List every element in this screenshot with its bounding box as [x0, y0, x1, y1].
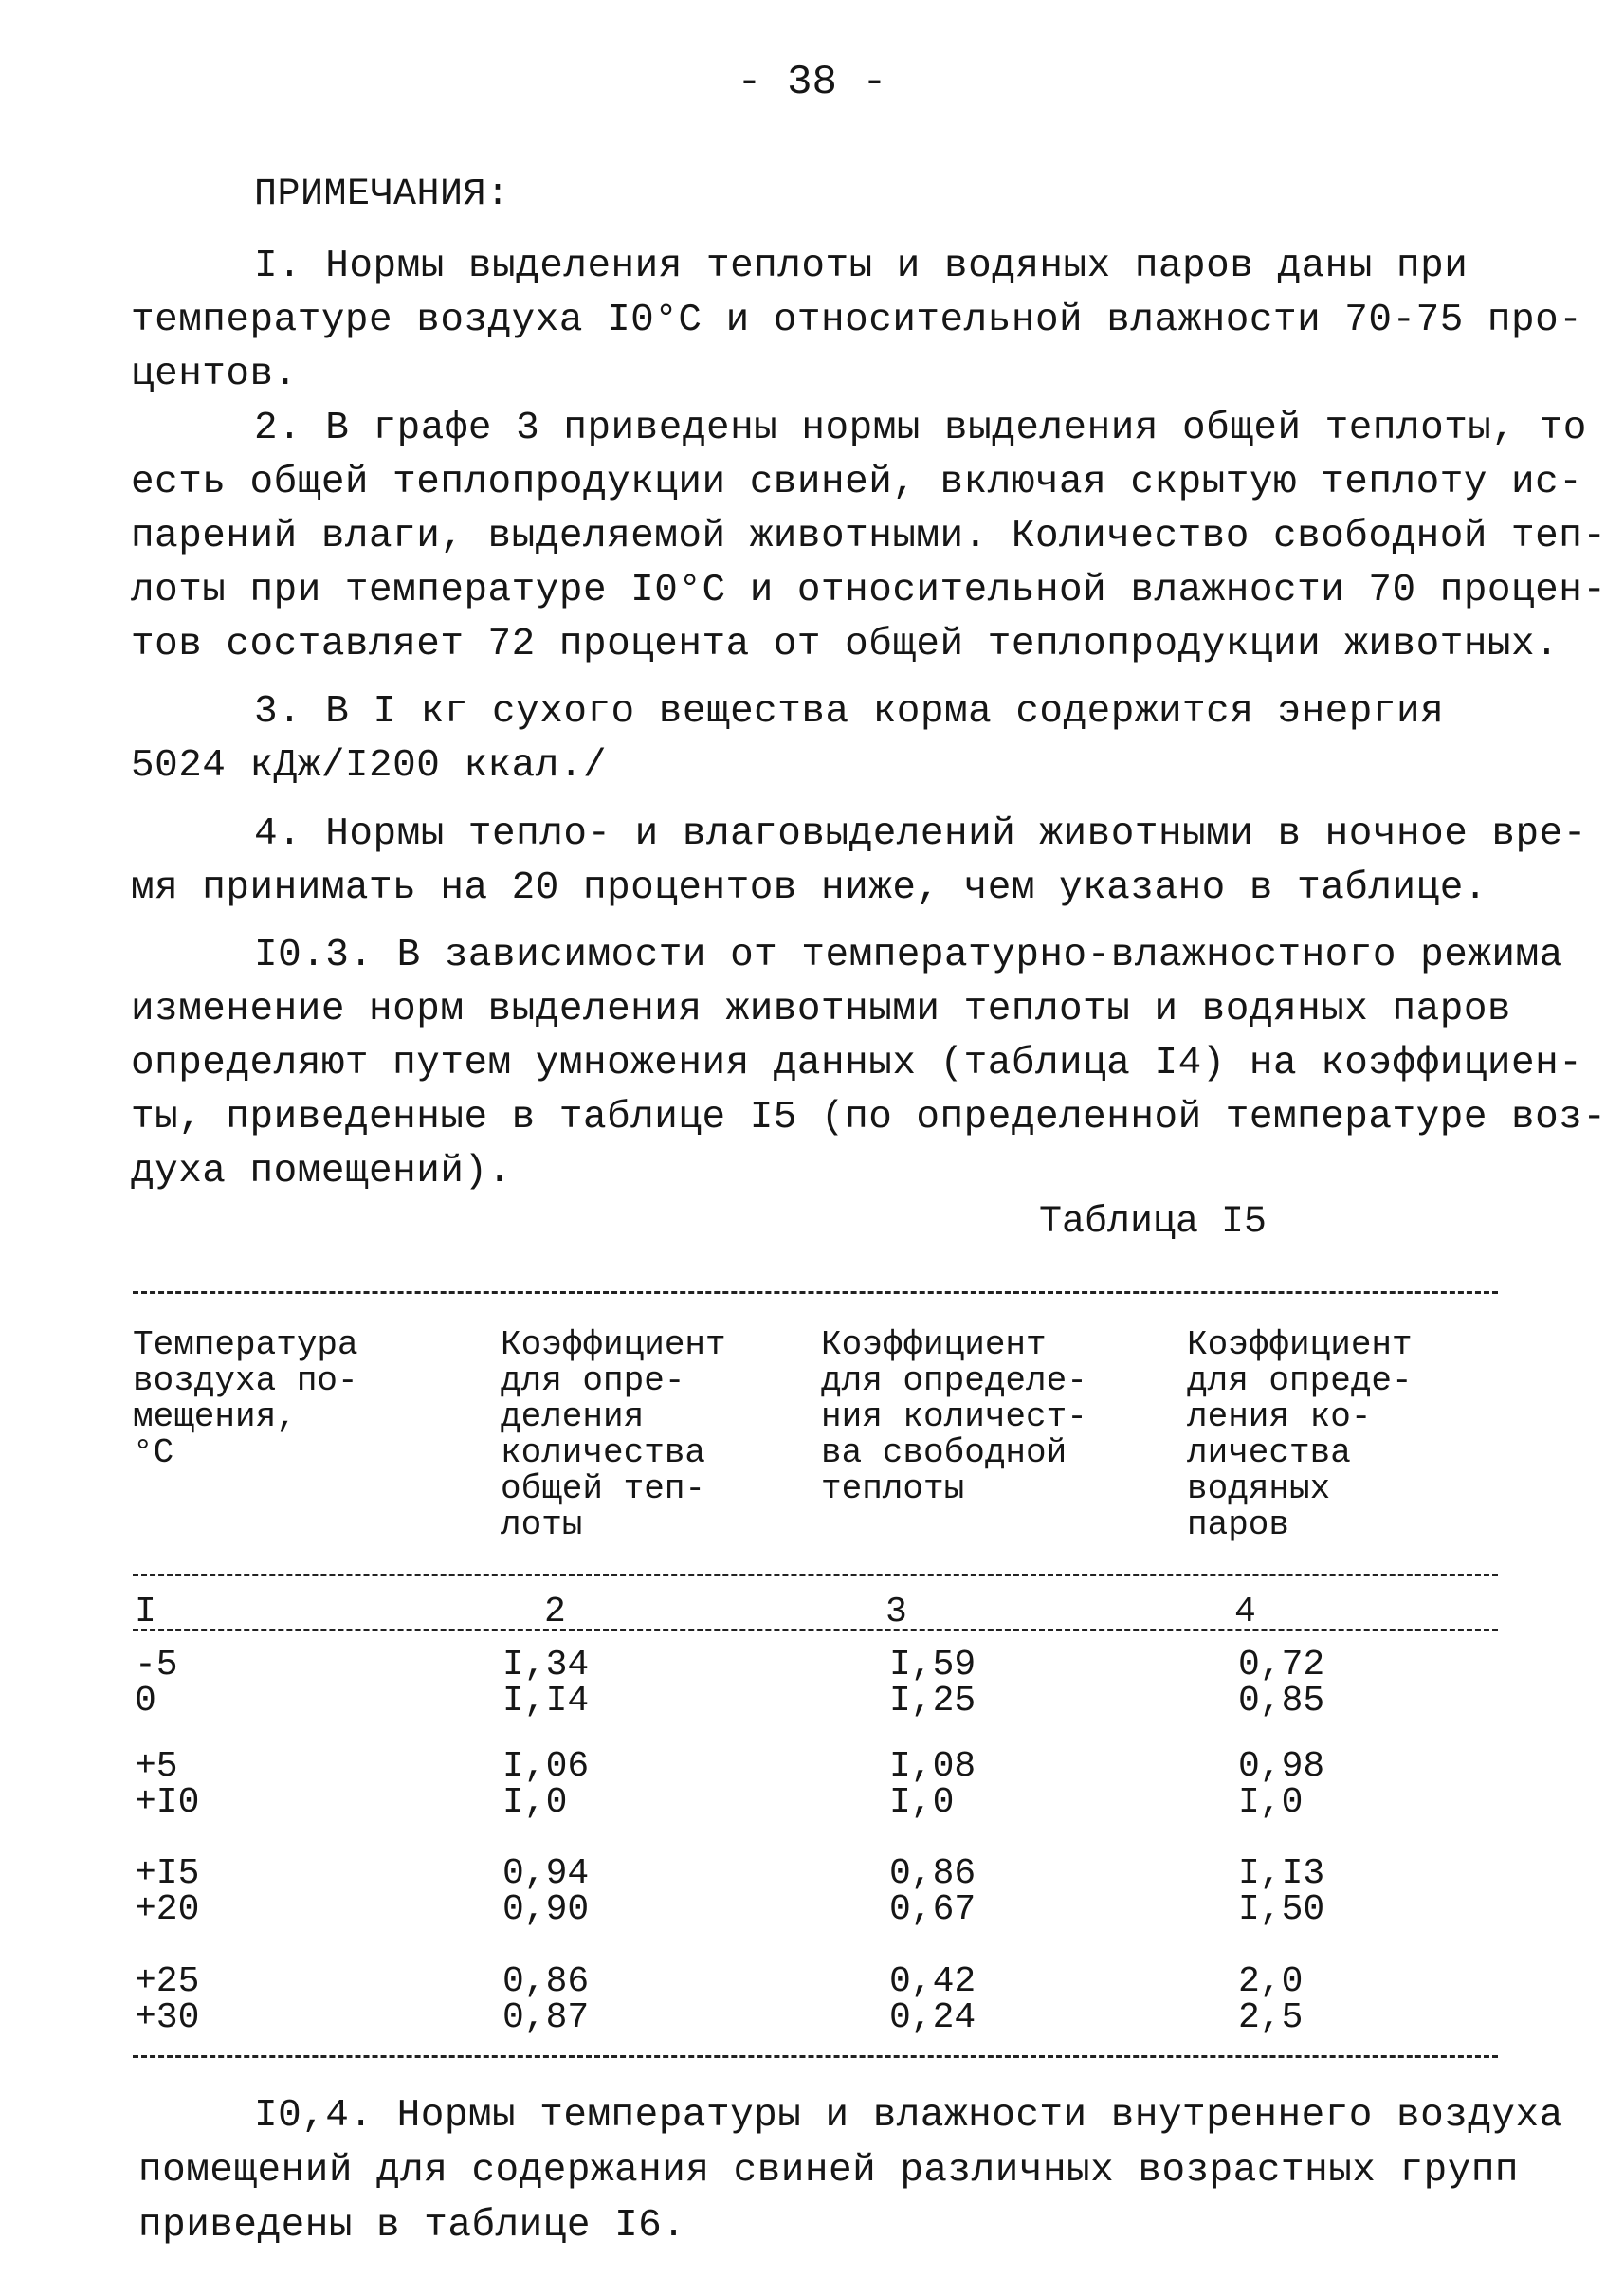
note-3-line-2: 5024 кДж/I200 ккал./: [131, 744, 608, 788]
table-cell: 0,98: [1238, 1746, 1325, 1787]
para-10-4-line-3: приведены в таблице I6.: [138, 2204, 686, 2248]
note-4-line-2: мя принимать на 20 процентов ниже, чем указано в таблице.: [131, 866, 1487, 910]
table-cell: 0,85: [1238, 1681, 1325, 1721]
table-cell: 2,5: [1238, 1997, 1304, 2038]
header-free-heat: Коэффициент для определе- ния количест- ва свободной теплоты: [821, 1325, 1087, 1508]
table-cell: I,50: [1238, 1889, 1325, 1930]
notes-heading: ПРИМЕЧАНИЯ:: [254, 173, 510, 216]
table-cell: I,0: [502, 1782, 568, 1823]
note-2-line-3: парений влаги, выделяемой животными. Количество свободной теп-: [131, 515, 1607, 558]
column-number-1: I: [135, 1592, 156, 1632]
note-1-line-1: I. Нормы выделения теплоты и водяных паров даны при: [254, 245, 1469, 288]
table-cell: I,06: [502, 1746, 590, 1787]
header-rule: [133, 1574, 1498, 1576]
para-10-4-line-2: помещений для содержания свиней различных возрастных групп: [138, 2149, 1520, 2193]
para-10-4-line-1: I0,4. Нормы температуры и влажности внутреннего воздуха: [254, 2094, 1563, 2138]
table-cell: I,I3: [1238, 1853, 1325, 1894]
column-number-3: 3: [885, 1592, 907, 1632]
table-cell: 0,90: [502, 1889, 590, 1930]
table-cell: 0,42: [889, 1961, 976, 2002]
note-2-line-4: лоты при температуре I0°С и относительной влажности 70 процен-: [131, 569, 1607, 612]
table-cell: 0,87: [502, 1997, 590, 2038]
table-cell: +20: [135, 1889, 200, 1930]
note-1-line-2: температуре воздуха I0°С и относительной влажности 70-75 про-: [131, 299, 1583, 342]
header-water-vapor: Коэффициент для опреде- ления ко- личества водяных паров: [1187, 1325, 1413, 1544]
table-cell: +I0: [135, 1782, 200, 1823]
table-cell: 0,94: [502, 1853, 590, 1894]
note-2-line-1: 2. В графе 3 приведены нормы выделения общей теплоты, то: [254, 407, 1587, 450]
table-cell: 0,72: [1238, 1645, 1325, 1685]
table-cell: 0,86: [889, 1853, 976, 1894]
table-caption: Таблица I5: [1039, 1201, 1268, 1244]
para-10-3-line-4: ты, приведенные в таблице I5 (по определенной температуре воз-: [131, 1096, 1607, 1139]
table-cell: 0,67: [889, 1889, 976, 1930]
page-number: - 38 -: [737, 59, 887, 106]
header-total-heat: Коэффициент для опре- деления количества общей теп- лоты: [501, 1325, 726, 1544]
table-bottom-rule: [133, 2055, 1498, 2058]
para-10-3-line-2: изменение норм выделения животными теплоты и водяных паров: [131, 988, 1512, 1031]
table-cell: I,0: [889, 1782, 955, 1823]
table-cell: I,59: [889, 1645, 976, 1685]
table-cell: -5: [135, 1645, 178, 1685]
note-3-line-1: 3. В I кг сухого вещества корма содержится энергия: [254, 690, 1445, 734]
column-number-2: 2: [544, 1592, 566, 1632]
note-2-line-5: тов составляет 72 процента от общей теплопродукции животных.: [131, 623, 1560, 666]
note-2-line-2: есть общей теплопродукции свиней, включая скрытую теплоту ис-: [131, 461, 1583, 504]
numbers-rule: [133, 1629, 1498, 1631]
table-cell: I,08: [889, 1746, 976, 1787]
para-10-3-line-3: определяют путем умножения данных (таблица I4) на коэффициен-: [131, 1042, 1583, 1085]
table-cell: 0,86: [502, 1961, 590, 2002]
table-cell: +I5: [135, 1853, 200, 1894]
table-cell: I,25: [889, 1681, 976, 1721]
table-cell: +25: [135, 1961, 200, 2002]
table-cell: I,0: [1238, 1782, 1304, 1823]
note-1-line-3: центов.: [131, 353, 298, 396]
header-temperature: Температура воздуха по- мещения, °С: [133, 1325, 358, 1472]
table-cell: I,34: [502, 1645, 590, 1685]
note-4-line-1: 4. Нормы тепло- и влаговыделений животными в ночное вре-: [254, 812, 1587, 856]
table-cell: I,I4: [502, 1681, 590, 1721]
table-cell: 2,0: [1238, 1961, 1304, 2002]
column-number-4: 4: [1234, 1592, 1256, 1632]
table-cell: +5: [135, 1746, 178, 1787]
table-cell: 0: [135, 1681, 156, 1721]
table-top-rule: [133, 1291, 1498, 1294]
table-cell: 0,24: [889, 1997, 976, 2038]
para-10-3-line-5: духа помещений).: [131, 1150, 512, 1193]
table-cell: +30: [135, 1997, 200, 2038]
para-10-3-line-1: I0.3. В зависимости от температурно-влажностного режима: [254, 934, 1563, 977]
